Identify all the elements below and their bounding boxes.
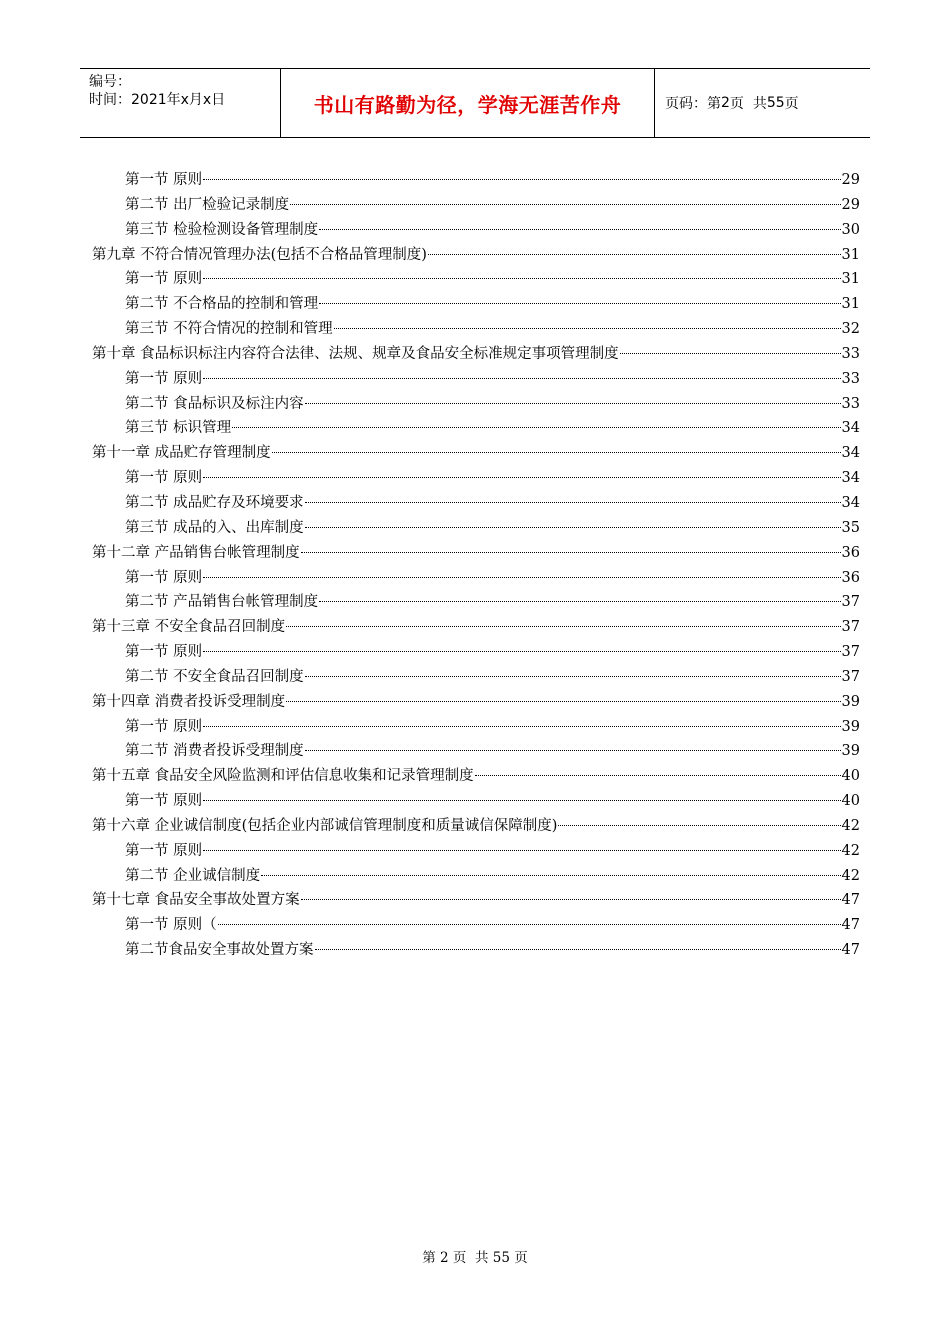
header-meta bbox=[80, 69, 281, 137]
toc-section-entry[interactable] bbox=[92, 789, 860, 814]
toc-dot-leader bbox=[305, 676, 841, 677]
toc-entry-page-number: 39 bbox=[841, 693, 860, 710]
toc-dot-leader bbox=[203, 378, 840, 379]
toc-entry-page-number: 47 bbox=[841, 917, 860, 934]
toc-chapter-entry[interactable] bbox=[92, 541, 860, 566]
footer-suffix: 页 bbox=[514, 1250, 528, 1266]
toc-entry-page-number: 34 bbox=[841, 420, 860, 437]
toc-entry-title: 第一节 原则 bbox=[125, 271, 203, 288]
toc-chapter-entry[interactable] bbox=[92, 615, 860, 640]
toc-chapter-entry[interactable] bbox=[92, 888, 860, 913]
toc-entry-title: 第二节 出厂检验记录制度 bbox=[125, 196, 290, 213]
toc-dot-leader bbox=[272, 452, 841, 453]
toc-section-entry[interactable] bbox=[92, 218, 860, 243]
toc-dot-leader bbox=[305, 527, 841, 528]
toc-entry-page-number: 33 bbox=[841, 345, 860, 362]
document-time-label: 时间：2021年x月x日 bbox=[89, 92, 226, 108]
toc-section-entry[interactable] bbox=[92, 193, 860, 218]
toc-dot-leader bbox=[203, 726, 840, 727]
footer-current-page: 2 bbox=[440, 1250, 449, 1266]
toc-entry-page-number: 47 bbox=[841, 942, 860, 959]
toc-section-entry[interactable] bbox=[92, 715, 860, 740]
toc-section-entry[interactable] bbox=[92, 317, 860, 342]
header-page-info bbox=[655, 69, 870, 137]
toc-section-entry[interactable] bbox=[92, 516, 860, 541]
toc-section-entry[interactable] bbox=[92, 267, 860, 292]
toc-entry-title: 第一节 原则（ bbox=[125, 917, 217, 934]
toc-entry-page-number: 39 bbox=[841, 743, 860, 760]
toc-section-entry[interactable] bbox=[92, 416, 860, 441]
toc-entry-title: 第十二章 产品销售台帐管理制度 bbox=[92, 544, 300, 561]
toc-section-entry[interactable] bbox=[92, 392, 860, 417]
toc-dot-leader bbox=[315, 949, 841, 950]
toc-entry-title: 第一节 原则 bbox=[125, 172, 203, 188]
toc-dot-leader bbox=[203, 477, 840, 478]
toc-dot-leader bbox=[301, 899, 841, 900]
toc-dot-leader bbox=[428, 254, 841, 255]
toc-entry-title: 第三节 成品的入、出库制度 bbox=[125, 519, 304, 536]
toc-section-entry[interactable] bbox=[92, 913, 860, 938]
toc-dot-leader bbox=[305, 403, 841, 404]
toc-entry-title: 第十五章 食品安全风险监测和评估信息收集和记录管理制度 bbox=[92, 768, 474, 785]
toc-section-entry[interactable] bbox=[92, 938, 860, 963]
toc-entry-page-number: 42 bbox=[841, 842, 860, 859]
toc-entry-page-number: 37 bbox=[841, 668, 860, 685]
toc-section-entry[interactable] bbox=[92, 466, 860, 491]
toc-dot-leader bbox=[203, 800, 840, 801]
toc-entry-page-number: 34 bbox=[841, 494, 860, 511]
toc-section-entry[interactable] bbox=[92, 491, 860, 516]
toc-entry-title: 第十四章 消费者投诉受理制度 bbox=[92, 693, 286, 710]
toc-section-entry[interactable] bbox=[92, 839, 860, 864]
toc-entry-title: 第二节 不合格品的控制和管理 bbox=[125, 296, 319, 313]
toc-entry-title: 第三节 不符合情况的控制和管理 bbox=[125, 321, 333, 338]
toc-entry-page-number: 37 bbox=[841, 594, 860, 611]
header-page-total: 55 bbox=[766, 95, 785, 111]
toc-entry-page-number: 40 bbox=[841, 793, 860, 810]
toc-entry-page-number: 42 bbox=[841, 867, 860, 884]
toc-entry-page-number: 34 bbox=[841, 445, 860, 462]
toc-entry-title: 第一节 原则 bbox=[125, 718, 203, 735]
toc-chapter-entry[interactable] bbox=[92, 441, 860, 466]
toc-entry-page-number: 31 bbox=[841, 296, 860, 313]
toc-entry-page-number: 31 bbox=[841, 246, 860, 263]
toc-dot-leader bbox=[305, 750, 841, 751]
toc-section-entry[interactable] bbox=[92, 739, 860, 764]
toc-entry-page-number: 37 bbox=[841, 644, 860, 661]
toc-dot-leader bbox=[203, 577, 840, 578]
toc-entry-title: 第一节 原则 bbox=[125, 370, 203, 387]
header-motto: 书山有路勤为径，学海无涯苦作舟 bbox=[281, 69, 655, 137]
toc-entry-title: 第二节 食品标识及标注内容 bbox=[125, 395, 304, 412]
footer-mid: 页 共 bbox=[452, 1250, 489, 1266]
toc-chapter-entry[interactable] bbox=[92, 764, 860, 789]
toc-entry-title: 第十七章 食品安全事故处置方案 bbox=[92, 892, 300, 909]
toc-entry-title: 第二节 成品贮存及环境要求 bbox=[125, 494, 304, 511]
toc-entry-title: 第九章 不符合情况管理办法(包括不合格品管理制度) bbox=[92, 246, 427, 263]
toc-dot-leader bbox=[620, 353, 841, 354]
toc-entry-page-number: 35 bbox=[841, 519, 860, 536]
toc-entry-page-number: 32 bbox=[841, 321, 860, 338]
toc-entry-page-number: 37 bbox=[841, 619, 860, 636]
header-page-current: 2 bbox=[721, 95, 730, 111]
toc-dot-leader bbox=[203, 850, 840, 851]
toc-chapter-entry[interactable] bbox=[92, 814, 860, 839]
toc-dot-leader bbox=[334, 328, 841, 329]
toc-entry-title: 第三节 标识管理 bbox=[125, 420, 232, 437]
toc-dot-leader bbox=[218, 924, 841, 925]
toc-dot-leader bbox=[475, 775, 841, 776]
toc-section-entry[interactable] bbox=[92, 665, 860, 690]
header-page-mid: 页 共 bbox=[729, 96, 767, 112]
toc-entry-title: 第二节食品安全事故处置方案 bbox=[125, 942, 314, 959]
toc-entry-title: 第十三章 不安全食品召回制度 bbox=[92, 619, 286, 636]
toc-section-entry[interactable] bbox=[92, 168, 860, 193]
toc-entry-page-number: 30 bbox=[841, 221, 860, 238]
toc-dot-leader bbox=[319, 229, 840, 230]
toc-entry-title: 第一节 原则 bbox=[125, 842, 203, 859]
toc-entry-title: 第二节 产品销售台帐管理制度 bbox=[125, 594, 319, 611]
toc-entry-page-number: 34 bbox=[841, 470, 860, 487]
toc-section-entry[interactable] bbox=[92, 292, 860, 317]
toc-entry-title: 第一节 原则 bbox=[125, 644, 203, 661]
toc-entry-page-number: 29 bbox=[841, 172, 860, 188]
toc-entry-page-number: 39 bbox=[841, 718, 860, 735]
toc-entry-title: 第十章 食品标识标注内容符合法律、法规、规章及食品安全标准规定事项管理制度 bbox=[92, 345, 619, 362]
toc-dot-leader bbox=[305, 502, 841, 503]
header-page-label: 页码：第 bbox=[665, 96, 721, 112]
footer-total-pages: 55 bbox=[492, 1250, 510, 1266]
toc-dot-leader bbox=[301, 552, 841, 553]
header-page-end: 页 bbox=[784, 96, 799, 112]
toc-dot-leader bbox=[203, 179, 840, 180]
toc-entry-page-number: 33 bbox=[841, 370, 860, 387]
toc-chapter-entry[interactable] bbox=[92, 243, 860, 268]
toc-chapter-entry[interactable] bbox=[92, 690, 860, 715]
toc-dot-leader bbox=[232, 427, 840, 428]
toc-entry-title: 第一节 原则 bbox=[125, 470, 203, 487]
toc-entry-title: 第一节 原则 bbox=[125, 569, 203, 586]
toc-entry-title: 第二节 不安全食品召回制度 bbox=[125, 668, 304, 685]
toc-section-entry[interactable] bbox=[92, 864, 860, 889]
toc-entry-page-number: 42 bbox=[841, 817, 860, 834]
table-of-contents bbox=[92, 168, 860, 963]
footer-prefix: 第 bbox=[422, 1250, 436, 1266]
toc-section-entry[interactable] bbox=[92, 566, 860, 591]
document-number-label: 编号： bbox=[89, 74, 131, 90]
toc-entry-title: 第二节 企业诚信制度 bbox=[125, 867, 261, 884]
toc-dot-leader bbox=[290, 204, 840, 205]
toc-section-entry[interactable] bbox=[92, 640, 860, 665]
document-header bbox=[80, 68, 870, 138]
toc-section-entry[interactable] bbox=[92, 590, 860, 615]
toc-entry-page-number: 36 bbox=[841, 569, 860, 586]
toc-entry-page-number: 40 bbox=[841, 768, 860, 785]
toc-entry-page-number: 31 bbox=[841, 271, 860, 288]
toc-entry-title: 第二节 消费者投诉受理制度 bbox=[125, 743, 304, 760]
toc-dot-leader bbox=[286, 701, 840, 702]
toc-entry-title: 第一节 原则 bbox=[125, 793, 203, 810]
toc-dot-leader bbox=[203, 651, 840, 652]
toc-entry-page-number: 36 bbox=[841, 544, 860, 561]
toc-entry-title: 第十六章 企业诚信制度(包括企业内部诚信管理制度和质量诚信保障制度) bbox=[92, 817, 558, 834]
toc-entry-title: 第十一章 成品贮存管理制度 bbox=[92, 445, 271, 462]
toc-entry-page-number: 33 bbox=[841, 395, 860, 412]
toc-entry-title: 第三节 检验检测设备管理制度 bbox=[125, 221, 319, 238]
toc-dot-leader bbox=[261, 875, 840, 876]
toc-entry-page-number: 47 bbox=[841, 892, 860, 909]
toc-entry-page-number: 29 bbox=[841, 196, 860, 213]
toc-dot-leader bbox=[319, 303, 840, 304]
toc-dot-leader bbox=[319, 601, 840, 602]
toc-dot-leader bbox=[558, 825, 840, 826]
toc-section-entry[interactable] bbox=[92, 367, 860, 392]
toc-chapter-entry[interactable] bbox=[92, 342, 860, 367]
toc-dot-leader bbox=[286, 626, 840, 627]
page-footer bbox=[0, 1246, 950, 1266]
toc-dot-leader bbox=[203, 278, 840, 279]
